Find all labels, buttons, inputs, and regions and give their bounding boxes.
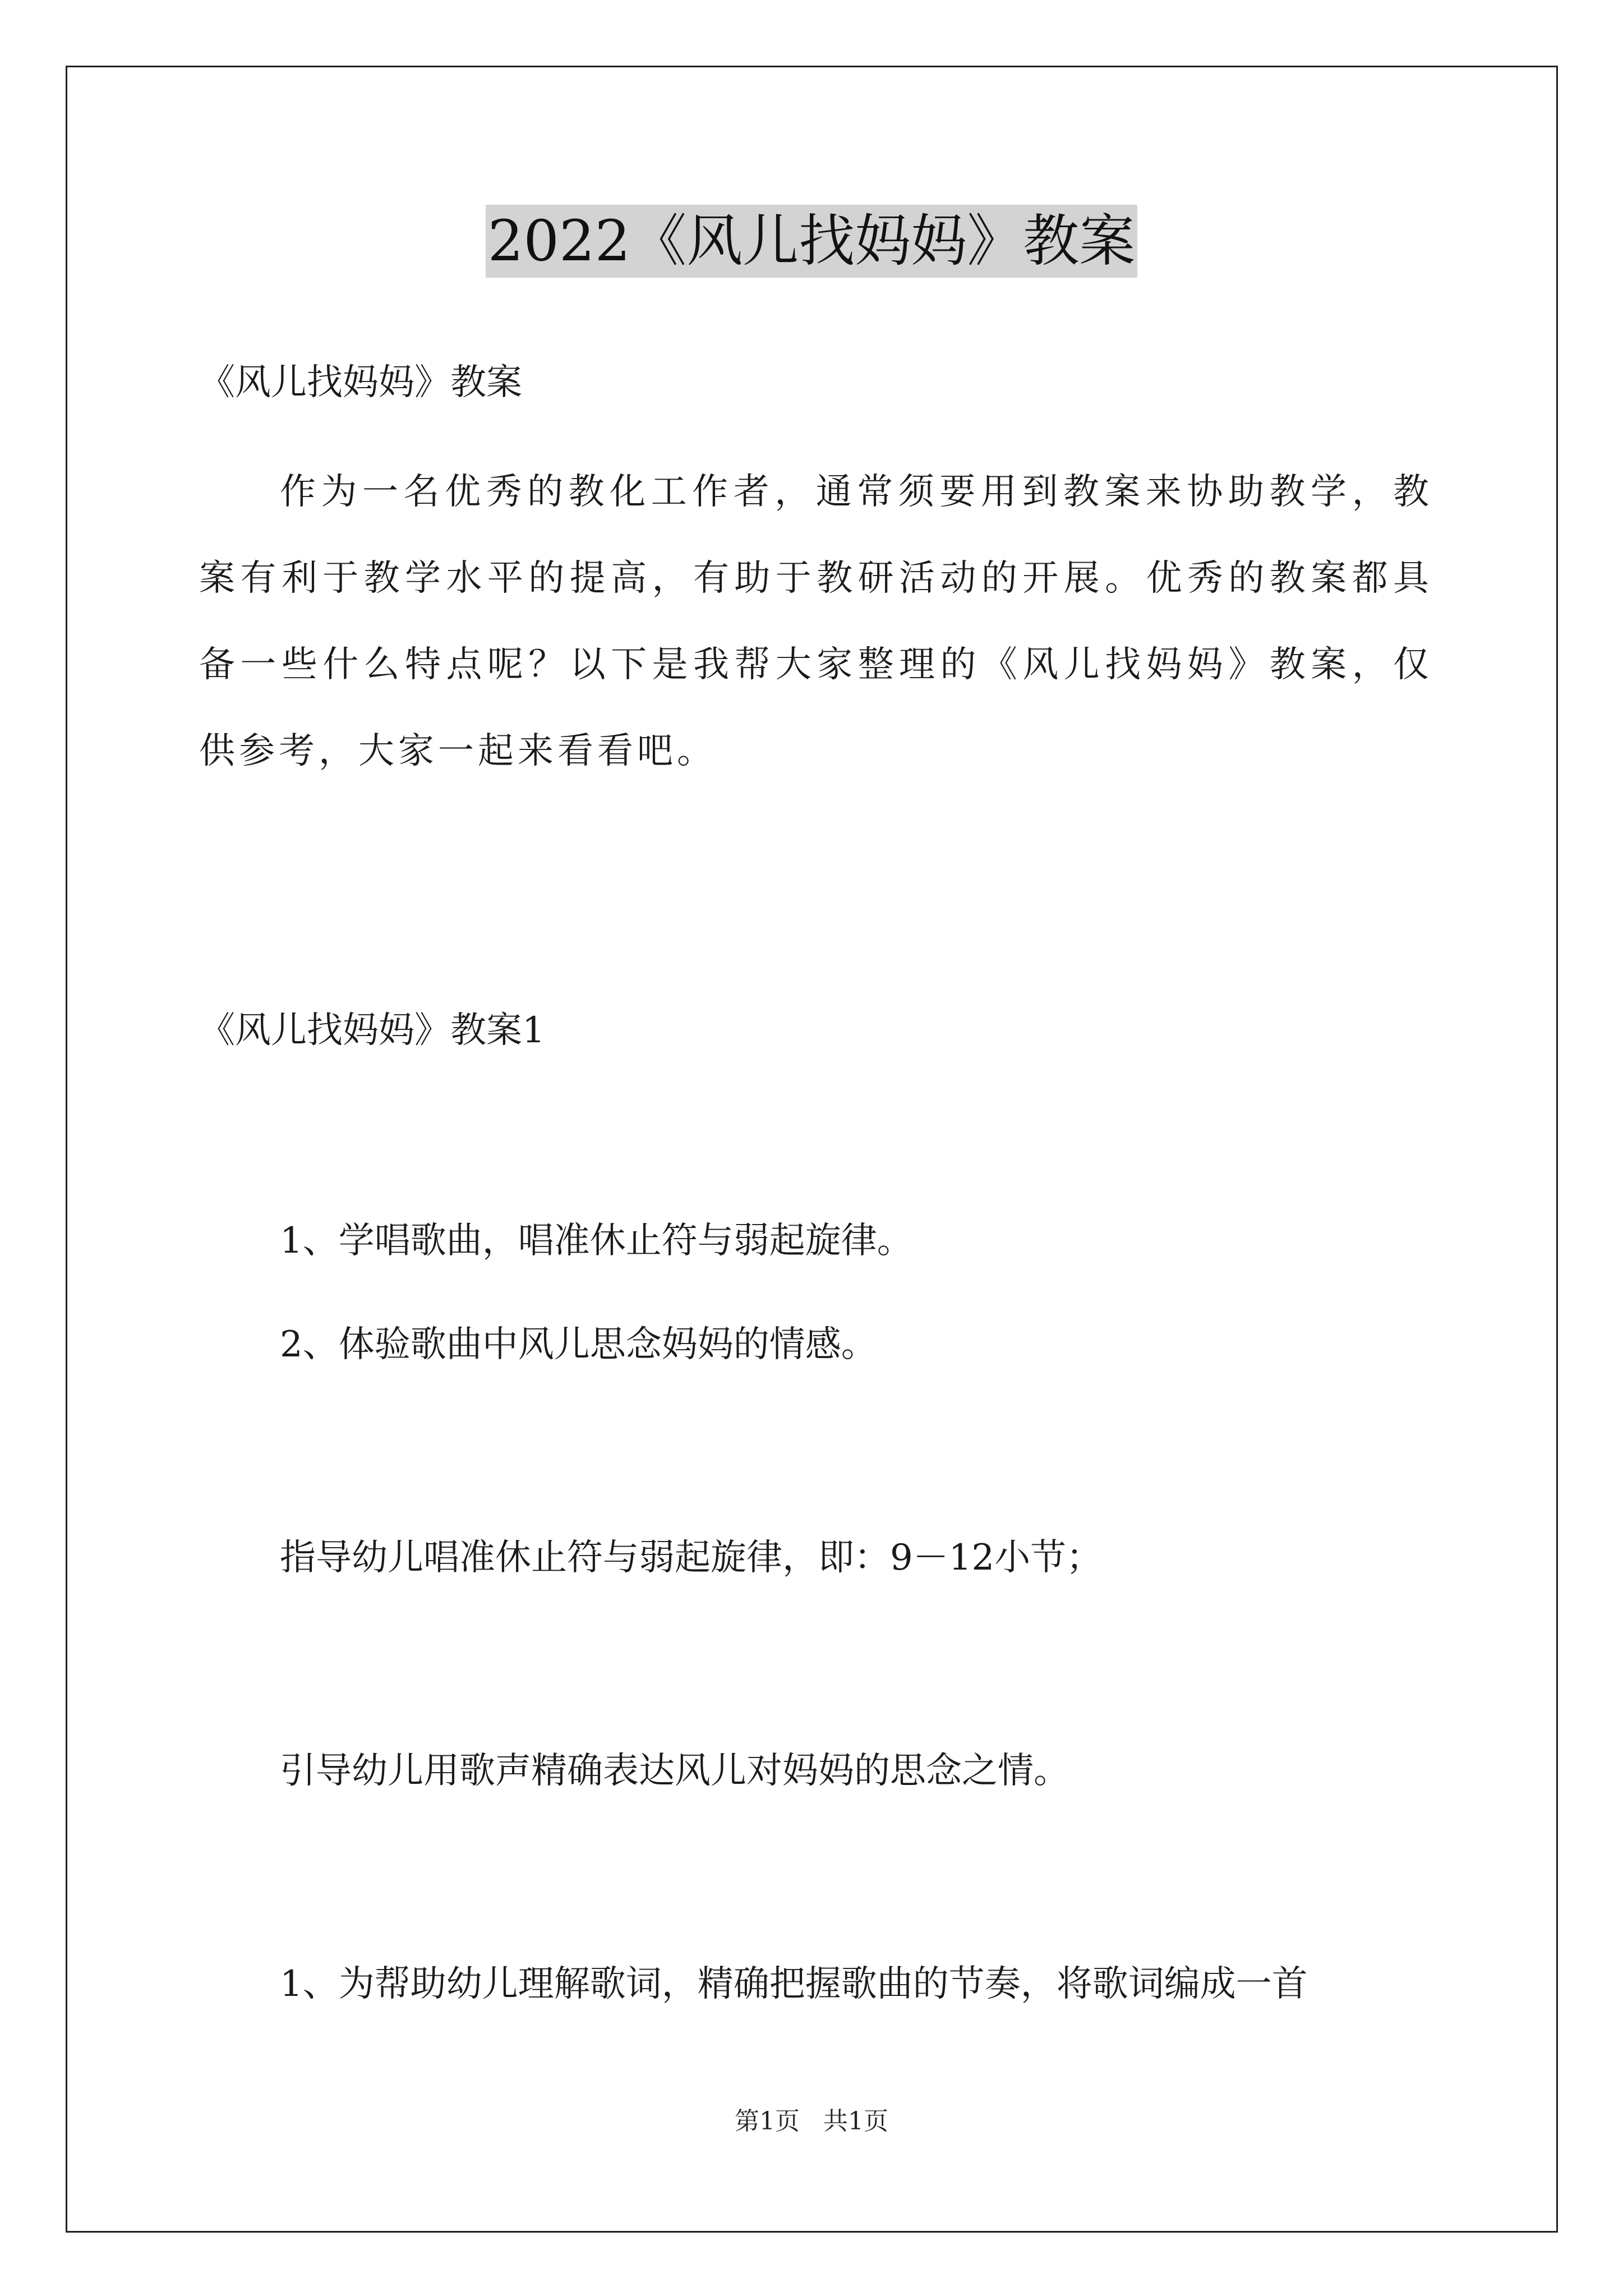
goal-item-2: 2、体验歌曲中风儿思念妈妈的情感。 (280, 1324, 877, 1365)
section-heading: 《风儿找妈妈》教案1 (199, 1010, 545, 1051)
goal-item-1: 1、学唱歌曲，唱准休止符与弱起旋律。 (280, 1220, 913, 1262)
difficulty-point: 引导幼儿用歌声精确表达风儿对妈妈的思念之情。 (280, 1750, 1069, 1792)
process-step-1: 1、为帮助幼儿理解歌词，精确把握歌曲的节奏，将歌词编成一首 (280, 1963, 1308, 2005)
page-footer: 第1页 共1页 (735, 2107, 888, 2136)
document-subtitle: 《风儿找妈妈》教案 (199, 362, 522, 403)
title-container (0, 205, 1623, 278)
key-point: 指导幼儿唱准休止符与弱起旋律，即：9－12小节； (280, 1537, 1103, 1579)
document-title: 2022《风儿找妈妈》教案 (486, 205, 1138, 278)
intro-paragraph: 作为一名优秀的教化工作者，通常须要用到教案来协助教学，教案有利于教学水平的提高，有助于教研活动的开展。优秀的教案都具备一些什么特点呢？以下是我帮大家整理的《风儿找妈妈》教案，仅供参考，大家一起来看看吧。 (199, 471, 1433, 772)
